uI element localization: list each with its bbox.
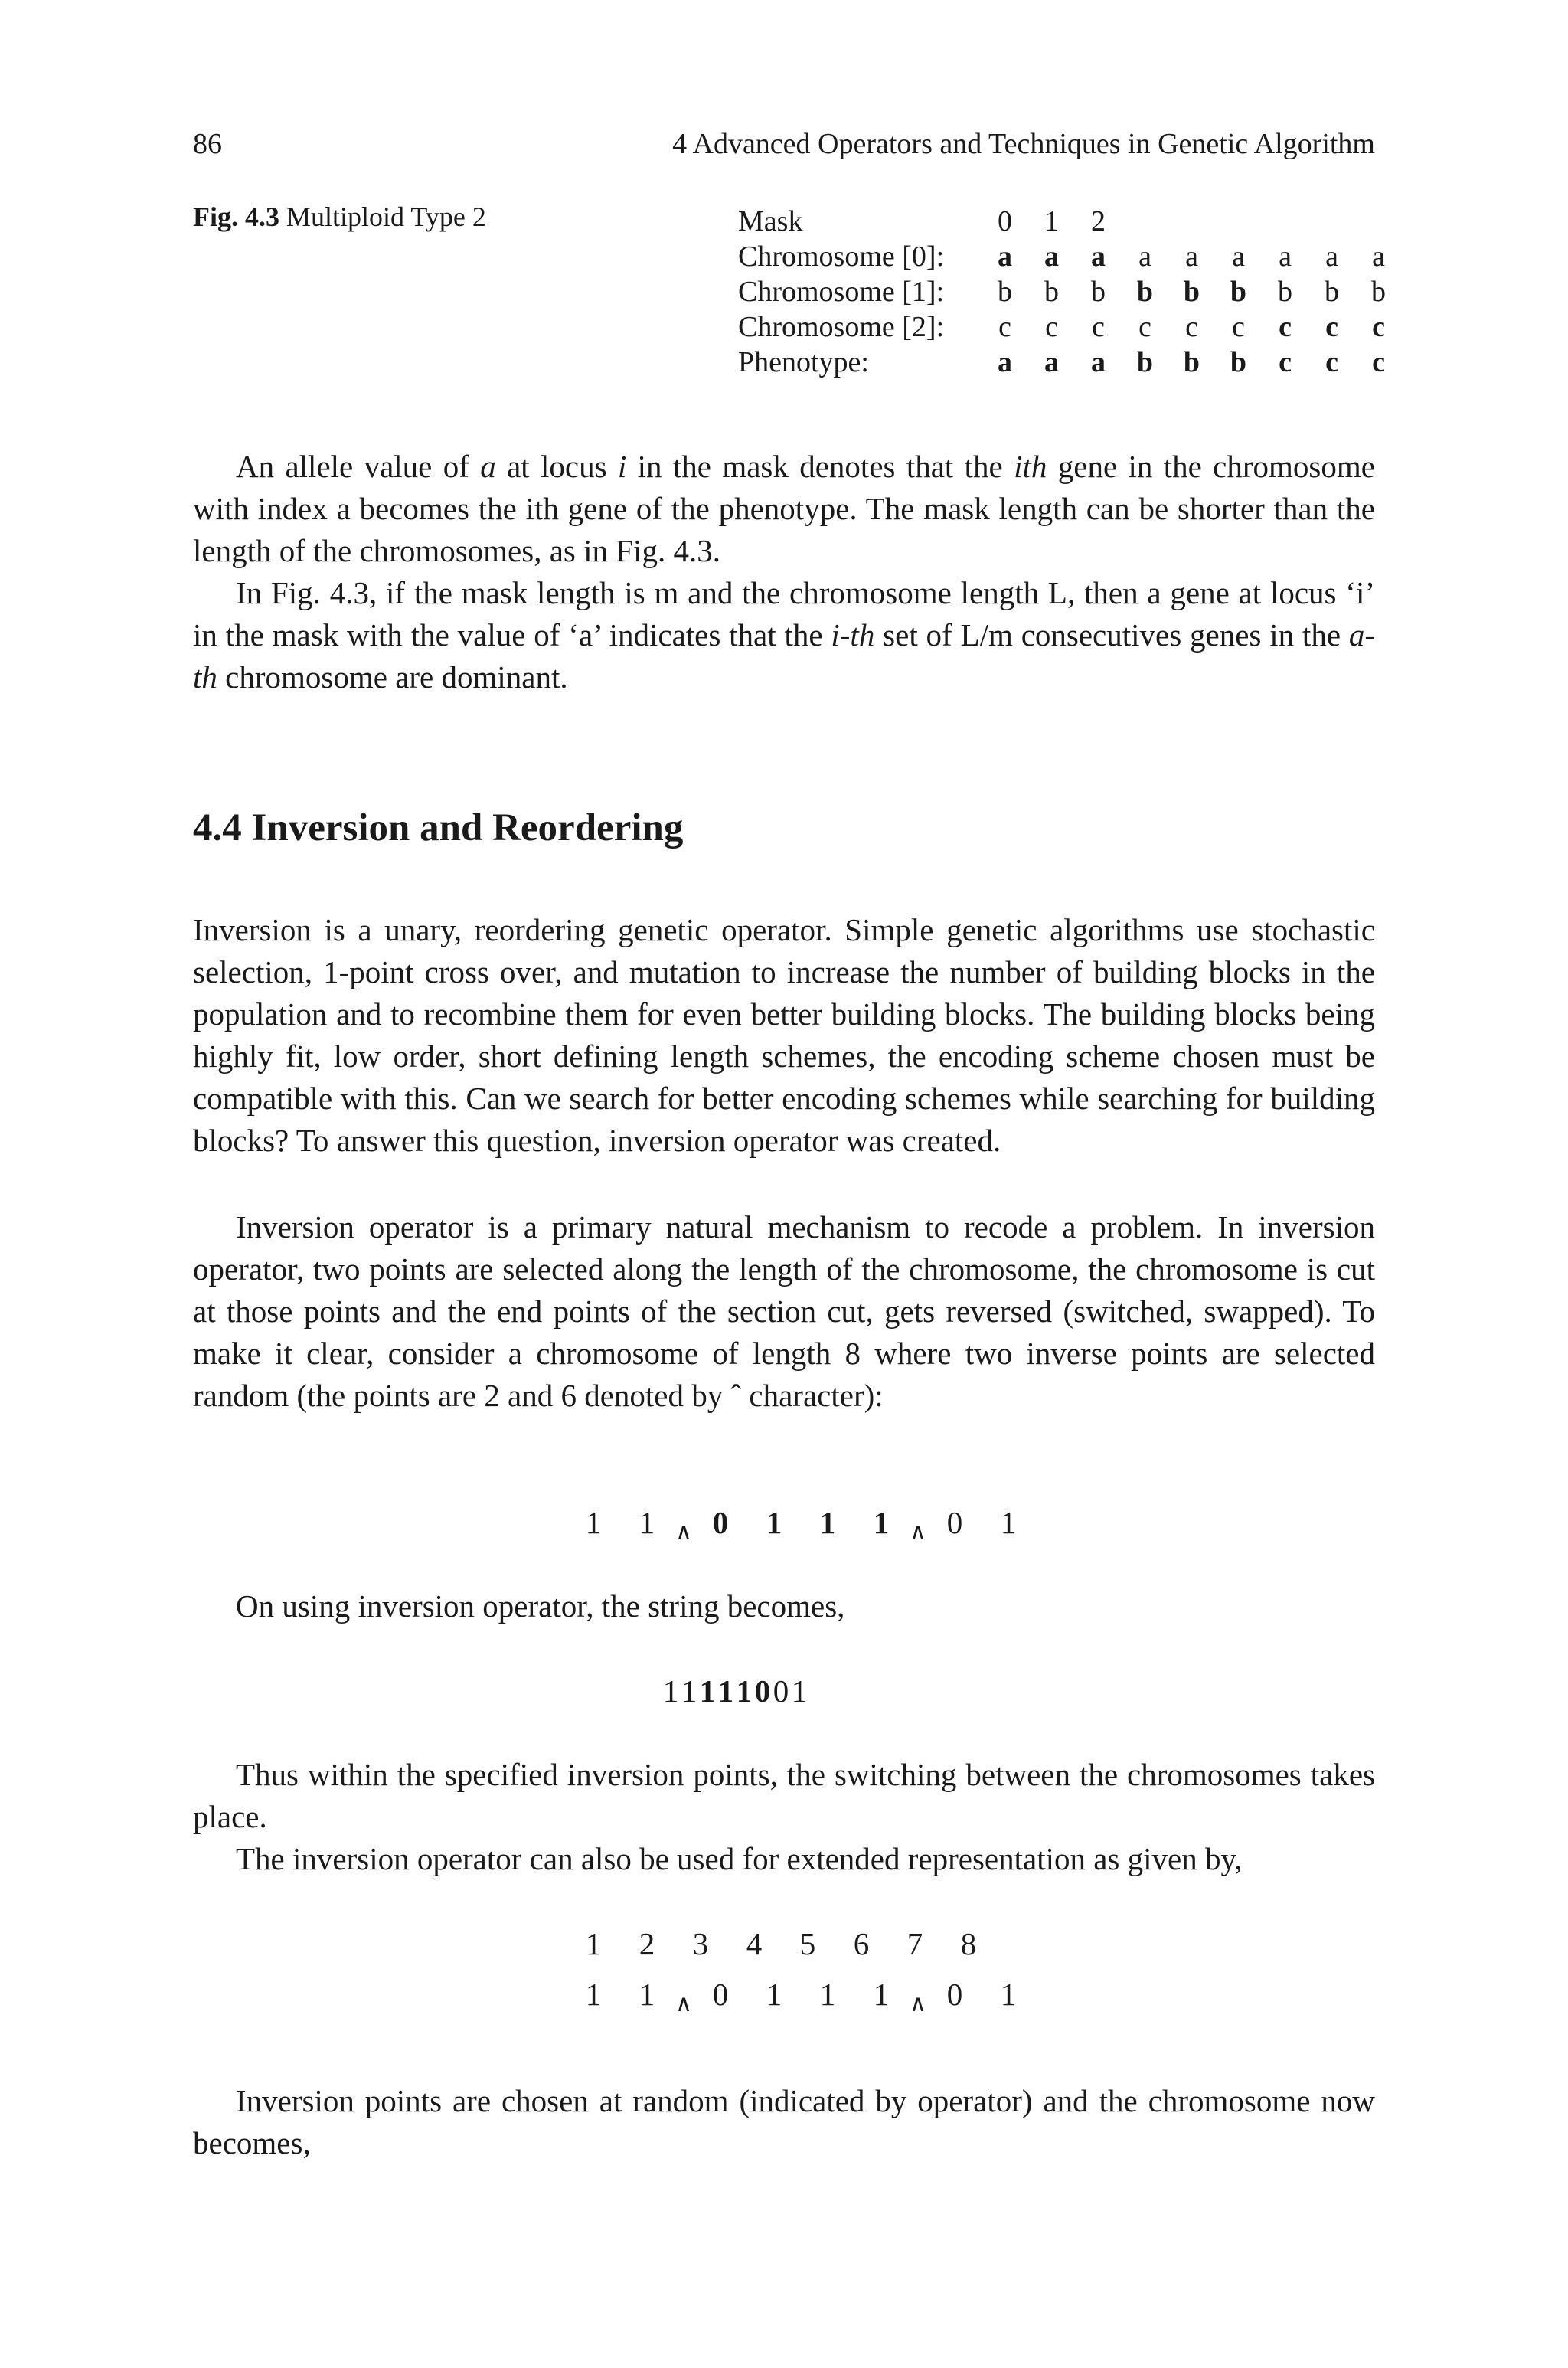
extended-chromosome-row: 1 1 ∧ 0 1 1 1 ∧ 0 1: [585, 1977, 1017, 2016]
table-cell: c: [1138, 311, 1152, 343]
table-cell: a: [1372, 240, 1385, 273]
table-cell: a: [1044, 346, 1059, 378]
table-cell: a: [998, 240, 1012, 273]
table-row: [738, 239, 1402, 274]
chromosome-before-inversion: 1 1 ∧ 0 1 1 1 ∧ 0 1: [585, 1505, 1017, 1545]
row-label: Chromosome [0]:: [738, 240, 945, 273]
table-cell: b: [998, 276, 1012, 308]
paragraph-mask-length: In Fig. 4.3, if the mask length is m and the chromosome length L, then a gene at locus ‘i’ in the mask with the value of ‘a’ indicates that the i-th set of L/m consecutives genes in the a-th chromosome are dominant.: [193, 575, 1376, 695]
table-cell: c: [1279, 311, 1292, 343]
paragraph-inversion-operator: Inversion operator is a primary natural mechanism to recode a problem. In inversion operator, two points are selected along the length of the chromosome, the chromosome is cut at those points and the end points of the section cut, gets reversed (switched, swapped). To make it clear, consider a chromosome of length 8 where two inverse points are selected random (the points are 2 and 6 denoted by ˆ character):: [193, 1209, 1375, 1413]
figure-label: Fig. 4.3: [193, 201, 279, 232]
table-cell: a: [1279, 240, 1292, 273]
table-cell: c: [1279, 346, 1292, 378]
paragraph-extended-representation: The inversion operator can also be used for extended representation as given by,: [236, 1841, 1243, 1876]
row-label: Mask: [738, 205, 803, 237]
table-cell: c: [1372, 346, 1385, 378]
chromosome-after-inversion: 11111001: [662, 1673, 808, 1709]
table-cell: c: [1092, 311, 1105, 343]
section-heading: 4.4 Inversion and Reordering: [193, 806, 684, 849]
table-row: [738, 309, 1402, 345]
table-cell: b: [1371, 276, 1386, 308]
table-cell: a: [998, 346, 1012, 378]
table-cell: c: [1325, 311, 1338, 343]
table-cell: b: [1325, 276, 1339, 308]
figure-title: Multiploid Type 2: [286, 201, 486, 232]
table-cell: b: [1278, 276, 1292, 308]
table-cell: a: [1138, 240, 1152, 273]
figure-caption: [193, 201, 486, 233]
row-label: Chromosome [1]:: [738, 276, 945, 308]
table-cell: a: [1091, 240, 1106, 273]
table-cell: c: [1232, 311, 1245, 343]
table-cell: b: [1136, 346, 1154, 378]
table-cell: b: [1044, 276, 1059, 308]
paragraph-switching: Thus within the specified inversion points, the switching between the chromosomes takes place.: [193, 1757, 1375, 1834]
table-row: [738, 345, 1402, 380]
row-label: Phenotype:: [738, 346, 869, 378]
table-cell: 2: [1091, 205, 1106, 237]
table-cell: b: [1136, 276, 1154, 308]
paragraph-inversion-intro: Inversion is a unary, reordering genetic operator. Simple genetic algorithms use stochastic selection, 1-point cross over, and mutation to increase the number of building blocks in the population and to recombine them for even better building blocks. The building blocks being highly fit, low order, short defining length schemes, the encoding scheme chosen must be compatible with this. Can we search for better encoding schemes while searching for building blocks? To answer this question, inversion operator was created.: [193, 912, 1375, 1158]
table-cell: a: [1185, 240, 1198, 273]
table-cell: a: [1232, 240, 1245, 273]
table-cell: b: [1183, 276, 1200, 308]
table-row: [738, 204, 1402, 239]
table-cell: c: [1185, 311, 1198, 343]
paragraph-string-becomes: On using inversion operator, the string becomes,: [236, 1588, 845, 1624]
table-cell: 1: [1044, 205, 1059, 237]
row-label: Chromosome [2]:: [738, 311, 945, 343]
page-number: 86: [193, 128, 222, 160]
table-cell: a: [1091, 346, 1106, 378]
chapter-running-title: 4 Advanced Operators and Techniques in Genetic Algorithm: [672, 128, 1375, 160]
table-cell: c: [1045, 311, 1058, 343]
table-row: [738, 274, 1402, 309]
locus-index-row: 1 2 3 4 5 6 7 8: [585, 1926, 977, 1961]
table-cell: b: [1183, 346, 1200, 378]
table-cell: b: [1091, 276, 1106, 308]
table-cell: 0: [998, 205, 1012, 237]
paragraph-inversion-points: Inversion points are chosen at random (indicated by operator) and the chromosome now becomes,: [193, 2083, 1375, 2160]
table-cell: b: [1230, 276, 1247, 308]
table-cell: c: [1372, 311, 1385, 343]
running-head: [193, 127, 1375, 165]
multiploid-table: [738, 204, 1402, 380]
table-cell: b: [1230, 346, 1247, 378]
paragraph-allele: An allele value of a at locus i in the mask denotes that the ith gene in the chromosome with index a becomes the ith gene of the phenotype. The mask length can be shorter than the length of the chromosomes, as in Fig. 4.3.: [193, 449, 1375, 568]
table-cell: c: [998, 311, 1011, 343]
table-cell: c: [1325, 346, 1338, 378]
table-cell: a: [1325, 240, 1338, 273]
table-cell: a: [1044, 240, 1059, 273]
